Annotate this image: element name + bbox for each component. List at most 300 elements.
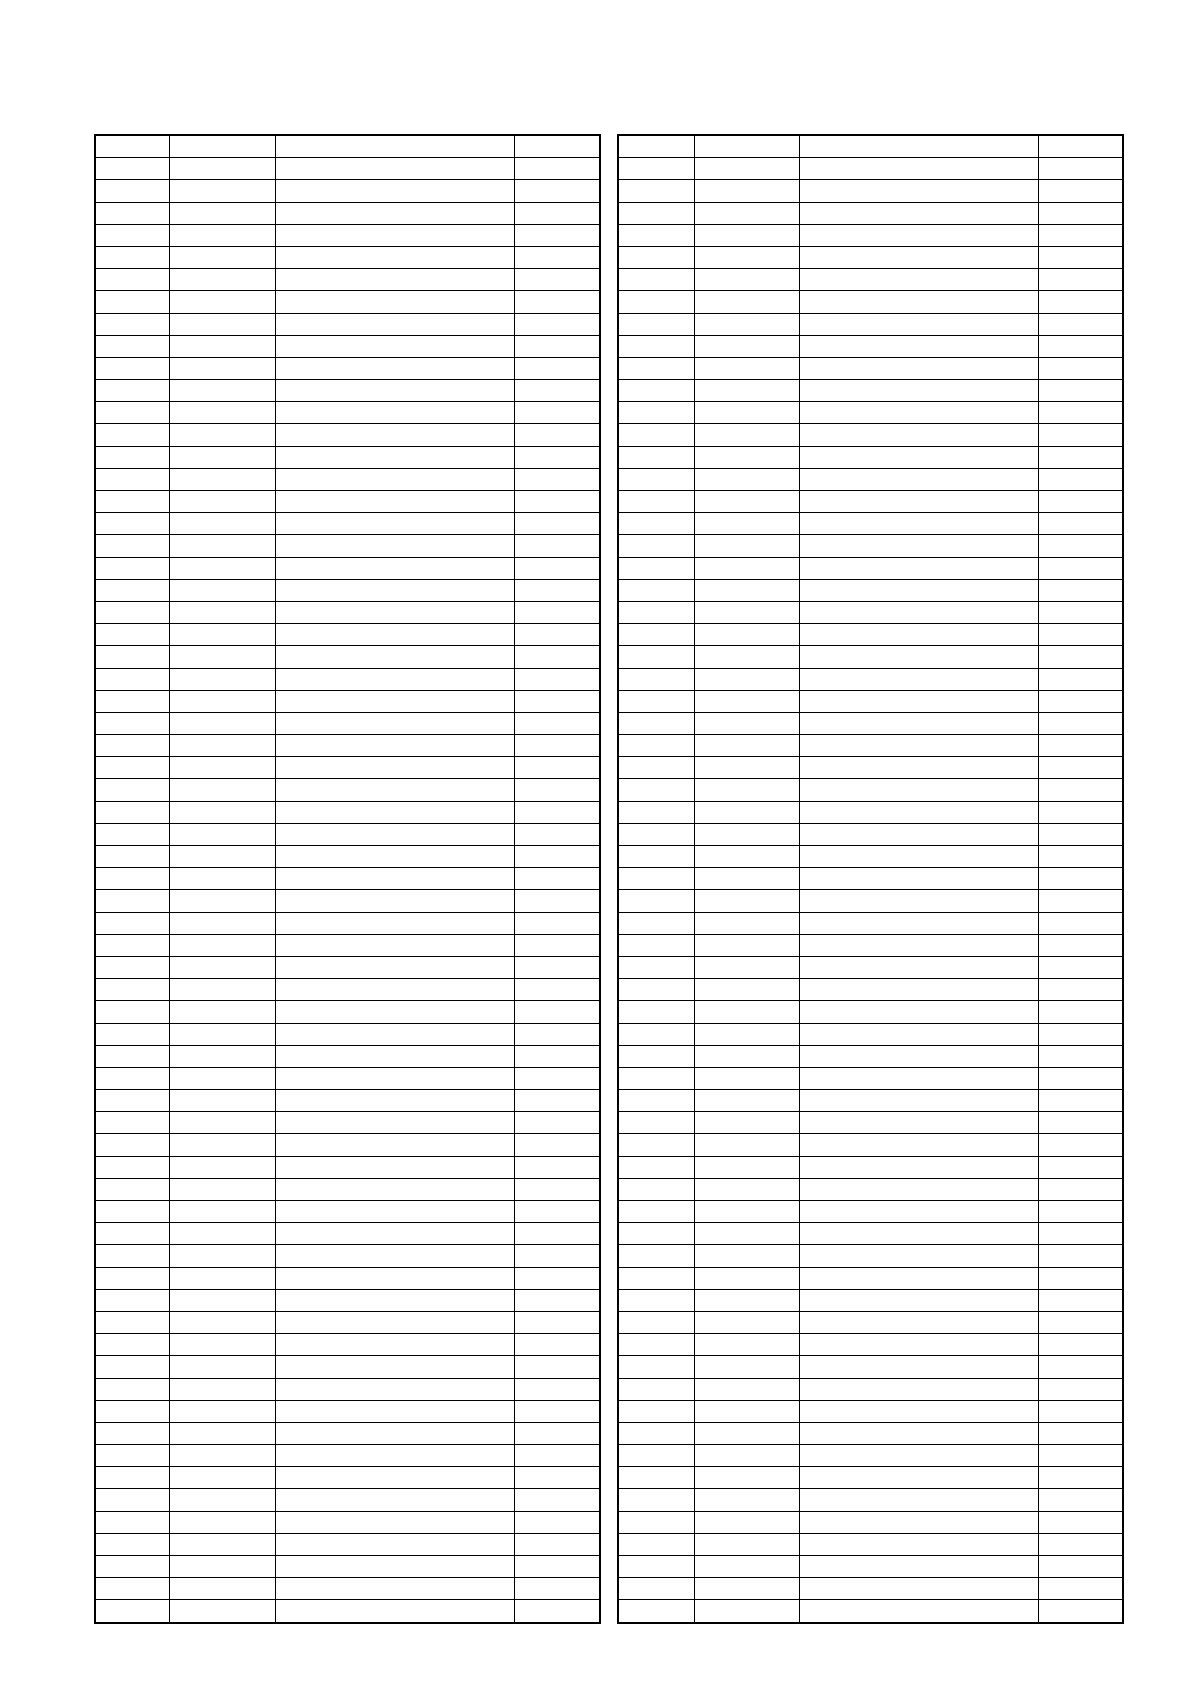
table-cell xyxy=(514,1556,600,1578)
table-cell xyxy=(275,1311,514,1333)
table-cell xyxy=(1038,1556,1123,1578)
table-cell xyxy=(1038,1600,1123,1623)
table-cell xyxy=(1038,335,1123,357)
table-cell xyxy=(694,1556,799,1578)
table-cell xyxy=(514,1400,600,1422)
table-row xyxy=(618,868,1123,890)
table-cell xyxy=(169,1489,275,1511)
table-cell xyxy=(95,1245,169,1267)
table-cell xyxy=(95,557,169,579)
table-cell xyxy=(799,313,1038,335)
table-cell xyxy=(275,1489,514,1511)
table-row xyxy=(618,1067,1123,1089)
table-cell xyxy=(95,579,169,601)
table-cell xyxy=(799,224,1038,246)
table-cell xyxy=(618,313,694,335)
table-cell xyxy=(799,823,1038,845)
table-row xyxy=(95,424,600,446)
table-cell xyxy=(95,158,169,180)
table-cell xyxy=(618,1533,694,1555)
table-cell xyxy=(95,934,169,956)
table-cell xyxy=(694,1511,799,1533)
table-row xyxy=(618,1600,1123,1623)
table-cell xyxy=(618,801,694,823)
table-cell xyxy=(618,757,694,779)
table-cell xyxy=(618,446,694,468)
table-cell xyxy=(1038,1378,1123,1400)
table-cell xyxy=(169,557,275,579)
table-cell xyxy=(799,202,1038,224)
table-cell xyxy=(275,446,514,468)
table-cell xyxy=(618,1489,694,1511)
table-cell xyxy=(95,846,169,868)
table-cell xyxy=(514,757,600,779)
table-cell xyxy=(95,624,169,646)
table-cell xyxy=(694,180,799,202)
table-row xyxy=(618,1556,1123,1578)
table-cell xyxy=(618,291,694,313)
table-cell xyxy=(1038,1533,1123,1555)
table-row xyxy=(618,934,1123,956)
table-cell xyxy=(694,823,799,845)
table-cell xyxy=(618,402,694,424)
table-cell xyxy=(95,979,169,1001)
table-cell xyxy=(95,1289,169,1311)
table-cell xyxy=(275,912,514,934)
table-row xyxy=(618,269,1123,291)
table-cell xyxy=(514,291,600,313)
table-cell xyxy=(694,579,799,601)
table-cell xyxy=(799,579,1038,601)
table-row xyxy=(95,1045,600,1067)
table-cell xyxy=(275,934,514,956)
table-row xyxy=(95,1311,600,1333)
table-cell xyxy=(169,1045,275,1067)
table-cell xyxy=(1038,424,1123,446)
table-cell xyxy=(618,224,694,246)
table-cell xyxy=(618,890,694,912)
table-cell xyxy=(95,779,169,801)
table-cell xyxy=(169,202,275,224)
table-row xyxy=(618,1467,1123,1489)
table-row xyxy=(95,1422,600,1444)
table-cell xyxy=(169,912,275,934)
table-cell xyxy=(95,1578,169,1600)
table-cell xyxy=(275,579,514,601)
table-cell xyxy=(275,1289,514,1311)
table-cell xyxy=(514,1134,600,1156)
table-cell xyxy=(694,1045,799,1067)
table-cell xyxy=(95,468,169,490)
table-cell xyxy=(1038,557,1123,579)
table-cell xyxy=(514,690,600,712)
table-cell xyxy=(169,979,275,1001)
table-cell xyxy=(694,846,799,868)
table-cell xyxy=(514,357,600,379)
table-cell xyxy=(1038,1511,1123,1533)
table-cell xyxy=(514,135,600,158)
table-cell xyxy=(275,890,514,912)
table-cell xyxy=(618,1267,694,1289)
table-cell xyxy=(514,491,600,513)
table-cell xyxy=(694,446,799,468)
table-cell xyxy=(275,224,514,246)
table-row xyxy=(618,1112,1123,1134)
table-cell xyxy=(95,801,169,823)
table-cell xyxy=(618,779,694,801)
table-row xyxy=(95,1489,600,1511)
table-cell xyxy=(169,801,275,823)
table-row xyxy=(95,291,600,313)
table-row xyxy=(95,735,600,757)
table-cell xyxy=(694,712,799,734)
table-cell xyxy=(95,690,169,712)
table-cell xyxy=(95,446,169,468)
table-cell xyxy=(618,846,694,868)
table-row xyxy=(618,1311,1123,1333)
table-cell xyxy=(169,1533,275,1555)
table-row xyxy=(95,1223,600,1245)
table-cell xyxy=(1038,1445,1123,1467)
table-cell xyxy=(799,513,1038,535)
table-cell xyxy=(694,1223,799,1245)
table-cell xyxy=(95,1400,169,1422)
table-row xyxy=(618,1045,1123,1067)
table-cell xyxy=(275,135,514,158)
table-cell xyxy=(694,513,799,535)
table-cell xyxy=(618,1511,694,1533)
table-cell xyxy=(799,1245,1038,1267)
table-cell xyxy=(1038,801,1123,823)
table-row xyxy=(618,846,1123,868)
table-cell xyxy=(514,269,600,291)
table-cell xyxy=(95,513,169,535)
table-cell xyxy=(1038,1223,1123,1245)
table-cell xyxy=(514,1023,600,1045)
table-cell xyxy=(275,1445,514,1467)
table-cell xyxy=(618,1178,694,1200)
table-cell xyxy=(514,557,600,579)
table-row xyxy=(618,668,1123,690)
table-cell xyxy=(275,823,514,845)
table-row xyxy=(95,712,600,734)
table-cell xyxy=(618,646,694,668)
table-cell xyxy=(169,1112,275,1134)
table-cell xyxy=(694,779,799,801)
table-row xyxy=(618,424,1123,446)
table-row xyxy=(618,1334,1123,1356)
table-row xyxy=(95,446,600,468)
table-cell xyxy=(95,1178,169,1200)
table-row xyxy=(95,1378,600,1400)
table-cell xyxy=(514,1600,600,1623)
table-cell xyxy=(694,1201,799,1223)
table-cell xyxy=(275,690,514,712)
table-cell xyxy=(1038,1422,1123,1444)
table-cell xyxy=(95,1001,169,1023)
table-cell xyxy=(694,380,799,402)
table-cell xyxy=(95,668,169,690)
table-cell xyxy=(799,291,1038,313)
table-cell xyxy=(514,712,600,734)
table-cell xyxy=(1038,535,1123,557)
table-cell xyxy=(799,757,1038,779)
table-row xyxy=(618,956,1123,978)
table-cell xyxy=(694,601,799,623)
table-row xyxy=(95,912,600,934)
table-cell xyxy=(275,601,514,623)
table-cell xyxy=(799,1334,1038,1356)
table-cell xyxy=(275,468,514,490)
table-cell xyxy=(514,779,600,801)
table-cell xyxy=(514,890,600,912)
table-cell xyxy=(95,1201,169,1223)
table-cell xyxy=(169,690,275,712)
table-cell xyxy=(1038,712,1123,734)
table-cell xyxy=(275,1467,514,1489)
table-row xyxy=(95,1445,600,1467)
table-cell xyxy=(799,1289,1038,1311)
table-cell xyxy=(694,491,799,513)
table-cell xyxy=(275,868,514,890)
table-cell xyxy=(694,1600,799,1623)
table-cell xyxy=(694,202,799,224)
table-cell xyxy=(799,868,1038,890)
table-cell xyxy=(1038,912,1123,934)
table-cell xyxy=(618,1045,694,1067)
table-cell xyxy=(1038,890,1123,912)
table-cell xyxy=(95,491,169,513)
table-cell xyxy=(95,823,169,845)
table-cell xyxy=(169,357,275,379)
table-cell xyxy=(275,1045,514,1067)
table-cell xyxy=(694,757,799,779)
table-row xyxy=(95,1511,600,1533)
table-cell xyxy=(618,1400,694,1422)
table-cell xyxy=(799,180,1038,202)
table-cell xyxy=(618,712,694,734)
table-cell xyxy=(618,1356,694,1378)
table-row xyxy=(618,1578,1123,1600)
table-cell xyxy=(275,513,514,535)
table-row xyxy=(95,956,600,978)
table-row xyxy=(95,1001,600,1023)
table-cell xyxy=(799,557,1038,579)
table-cell xyxy=(514,1489,600,1511)
table-cell xyxy=(95,1422,169,1444)
table-cell xyxy=(169,291,275,313)
table-cell xyxy=(275,956,514,978)
table-cell xyxy=(799,1400,1038,1422)
table-cell xyxy=(169,624,275,646)
table-cell xyxy=(694,1023,799,1045)
table-cell xyxy=(275,624,514,646)
table-row xyxy=(95,202,600,224)
table-cell xyxy=(694,424,799,446)
table-cell xyxy=(1038,1178,1123,1200)
table-cell xyxy=(169,135,275,158)
table-cell xyxy=(275,1533,514,1555)
table-cell xyxy=(275,313,514,335)
table-cell xyxy=(694,1178,799,1200)
table-row xyxy=(95,1578,600,1600)
table-cell xyxy=(618,868,694,890)
table-cell xyxy=(799,846,1038,868)
table-cell xyxy=(169,823,275,845)
table-cell xyxy=(169,1156,275,1178)
table-cell xyxy=(1038,468,1123,490)
table-cell xyxy=(799,1600,1038,1623)
table-cell xyxy=(618,624,694,646)
table-cell xyxy=(514,1356,600,1378)
table-cell xyxy=(514,1445,600,1467)
table-cell xyxy=(169,668,275,690)
table-row xyxy=(95,757,600,779)
table-cell xyxy=(275,1201,514,1223)
table-cell xyxy=(618,1134,694,1156)
table-cell xyxy=(95,1023,169,1045)
table-cell xyxy=(514,912,600,934)
table-row xyxy=(95,468,600,490)
table-cell xyxy=(1038,313,1123,335)
table-cell xyxy=(618,1001,694,1023)
table-cell xyxy=(618,956,694,978)
table-cell xyxy=(618,513,694,535)
table-cell xyxy=(799,1311,1038,1333)
table-row xyxy=(95,624,600,646)
table-cell xyxy=(514,1001,600,1023)
table-cell xyxy=(169,934,275,956)
table-cell xyxy=(95,135,169,158)
ruled-table-right-body xyxy=(618,135,1123,1623)
table-row xyxy=(618,402,1123,424)
table-cell xyxy=(275,1023,514,1045)
table-cell xyxy=(694,1334,799,1356)
table-cell xyxy=(694,1489,799,1511)
table-cell xyxy=(694,1311,799,1333)
table-cell xyxy=(169,1422,275,1444)
table-row xyxy=(618,979,1123,1001)
table-cell xyxy=(694,934,799,956)
table-cell xyxy=(95,1311,169,1333)
table-cell xyxy=(799,380,1038,402)
table-cell xyxy=(514,1578,600,1600)
table-cell xyxy=(1038,491,1123,513)
table-cell xyxy=(618,158,694,180)
table-row xyxy=(618,491,1123,513)
table-cell xyxy=(169,1445,275,1467)
table-row xyxy=(618,446,1123,468)
table-row xyxy=(618,1178,1123,1200)
table-cell xyxy=(95,712,169,734)
table-cell xyxy=(514,1090,600,1112)
table-row xyxy=(618,1134,1123,1156)
table-cell xyxy=(694,313,799,335)
table-row xyxy=(95,1334,600,1356)
table-cell xyxy=(1038,357,1123,379)
table-cell xyxy=(694,1090,799,1112)
table-cell xyxy=(275,1378,514,1400)
table-cell xyxy=(694,1467,799,1489)
table-cell xyxy=(95,1112,169,1134)
table-cell xyxy=(1038,1001,1123,1023)
table-cell xyxy=(95,269,169,291)
table-cell xyxy=(694,1156,799,1178)
table-row xyxy=(618,557,1123,579)
table-cell xyxy=(618,601,694,623)
table-cell xyxy=(275,1422,514,1444)
table-row xyxy=(618,291,1123,313)
table-cell xyxy=(95,735,169,757)
table-cell xyxy=(618,1578,694,1600)
table-cell xyxy=(95,224,169,246)
table-cell xyxy=(95,380,169,402)
table-cell xyxy=(95,646,169,668)
table-cell xyxy=(1038,180,1123,202)
table-cell xyxy=(1038,1156,1123,1178)
table-cell xyxy=(275,380,514,402)
table-cell xyxy=(514,1156,600,1178)
table-cell xyxy=(799,934,1038,956)
table-cell xyxy=(618,202,694,224)
table-cell xyxy=(275,202,514,224)
table-cell xyxy=(95,335,169,357)
table-cell xyxy=(169,1223,275,1245)
table-cell xyxy=(95,202,169,224)
table-cell xyxy=(95,601,169,623)
table-cell xyxy=(799,1134,1038,1156)
table-row xyxy=(618,735,1123,757)
table-cell xyxy=(618,1112,694,1134)
table-cell xyxy=(169,846,275,868)
table-row xyxy=(618,158,1123,180)
table-cell xyxy=(514,313,600,335)
table-cell xyxy=(1038,1334,1123,1356)
table-row xyxy=(95,801,600,823)
table-row xyxy=(618,380,1123,402)
table-row xyxy=(618,601,1123,623)
table-row xyxy=(618,690,1123,712)
table-cell xyxy=(275,1134,514,1156)
table-cell xyxy=(169,313,275,335)
table-row xyxy=(95,1245,600,1267)
table-row xyxy=(618,1445,1123,1467)
table-row xyxy=(618,1245,1123,1267)
table-cell xyxy=(694,224,799,246)
table-row xyxy=(95,1467,600,1489)
table-cell xyxy=(169,1556,275,1578)
table-cell xyxy=(514,335,600,357)
table-cell xyxy=(275,801,514,823)
table-cell xyxy=(169,468,275,490)
table-cell xyxy=(1038,1023,1123,1045)
table-cell xyxy=(694,735,799,757)
table-cell xyxy=(275,1556,514,1578)
table-cell xyxy=(1038,1045,1123,1067)
table-cell xyxy=(694,135,799,158)
table-cell xyxy=(169,1289,275,1311)
table-cell xyxy=(169,1600,275,1623)
table-cell xyxy=(514,1067,600,1089)
table-cell xyxy=(618,269,694,291)
table-cell xyxy=(799,668,1038,690)
table-row xyxy=(95,779,600,801)
table-cell xyxy=(799,646,1038,668)
table-cell xyxy=(694,890,799,912)
table-cell xyxy=(169,1467,275,1489)
table-cell xyxy=(799,1067,1038,1089)
table-row xyxy=(95,269,600,291)
